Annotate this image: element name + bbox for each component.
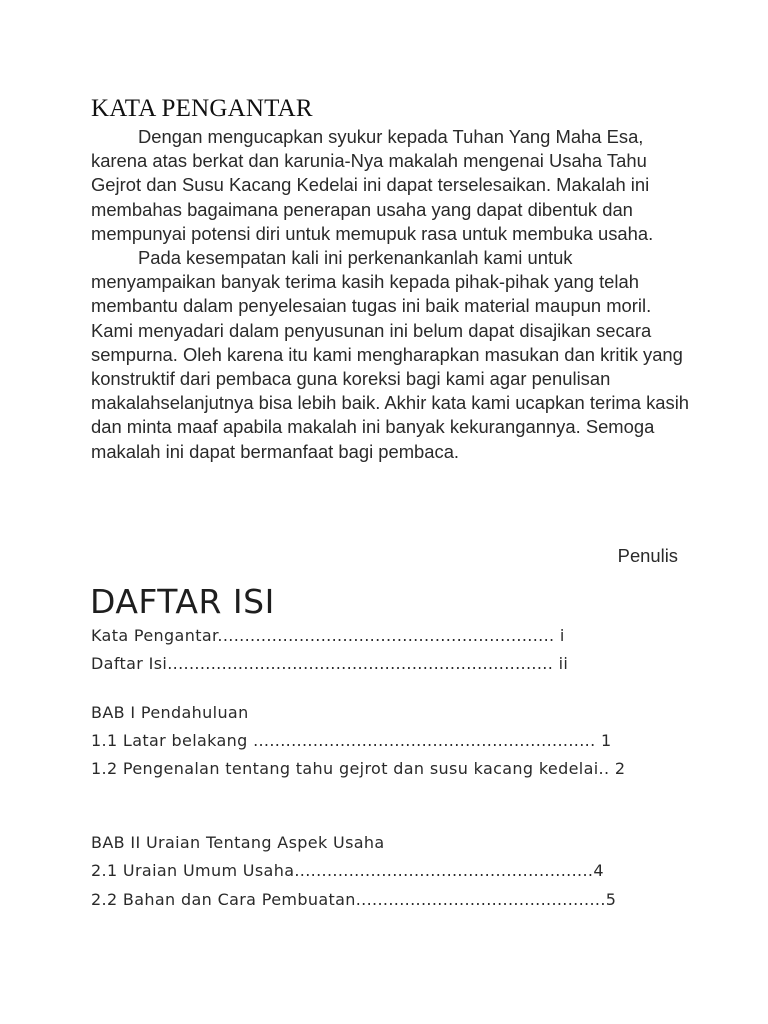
preface-paragraph-2: Pada kesempatan kali ini perkenankanlah kami untuk menyampaikan banyak terima kasih kepada pihak-pihak yang telah membantu dalam penyelesaian tugas ini baik material maupun moril. Kami menyadari dalam penyusunan ini belum dapat disajikan secara sempurna. Oleh karena itu kami mengharapkan masukan dan kritik yang konstruktif dari pembaca guna koreksi bagi kami agar penulisan makalahselanjutnya bisa lebih baik. Akhir kata kami ucapkan terima kasih dan minta maaf apabila makalah ini banyak kekurangannya. Semoga makalah ini dapat bermanfaat bagi pembaca.: [91, 247, 690, 462]
signature: Penulis: [617, 545, 678, 566]
toc-entry-1-2: 1.2 Pengenalan tentang tahu gejrot dan susu kacang kedelai.. 2: [91, 759, 626, 778]
toc-entry-2-1: 2.1 Uraian Umum Usaha.......................................................4: [91, 861, 604, 880]
toc-entry-kata-pengantar: Kata Pengantar.............................................................. i: [91, 626, 565, 645]
preface-paragraph-1: Dengan mengucapkan syukur kepada Tuhan Yang Maha Esa, karena atas berkat dan karunia-Nya makalah mengenai Usaha Tahu Gejrot dan Susu Kacang Kedelai ini dapat terselesaikan. Makalah ini membahas bagaimana penerapan usaha yang dapat dibentuk dan mempunyai potensi diri untuk memupuk rasa untuk membuka usaha.: [91, 126, 654, 244]
toc-entry-daftar-isi: Daftar Isi....................................................................... ii: [91, 654, 569, 673]
preface-body: [91, 125, 691, 464]
toc-chapter-bab-1: BAB I Pendahuluan: [91, 703, 249, 722]
preface-title: KATA PENGANTAR: [91, 95, 313, 122]
toc-chapter-bab-2: BAB II Uraian Tentang Aspek Usaha: [91, 833, 385, 852]
toc-entry-1-1: 1.1 Latar belakang ............................................................... 1: [91, 731, 612, 750]
toc-title: DAFTAR ISI: [90, 582, 275, 621]
toc-entry-2-2: 2.2 Bahan dan Cara Pembuatan..............................................5: [91, 890, 617, 909]
